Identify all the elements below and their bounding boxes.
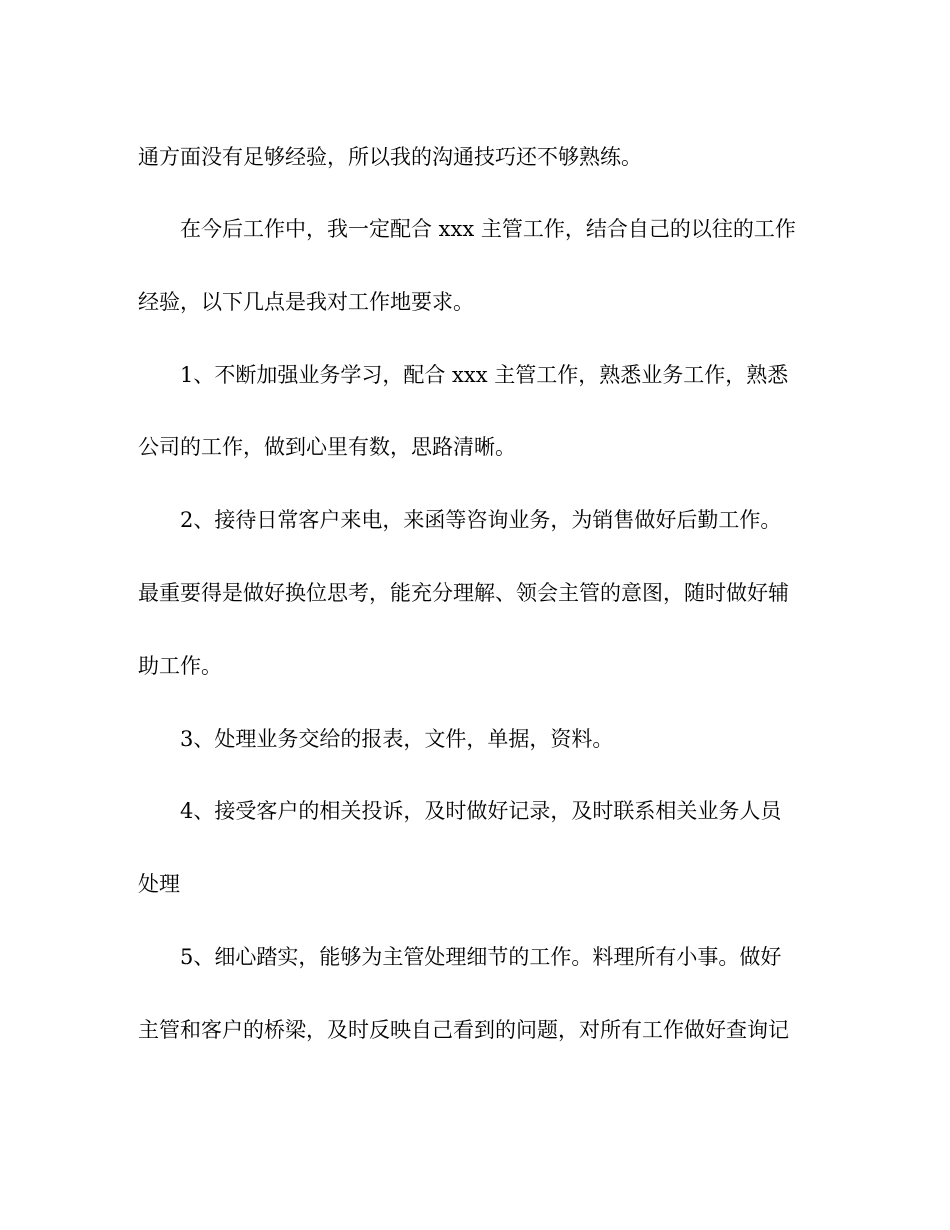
list-item-2: 2、接待日常客户来电，来函等咨询业务，为销售做好后勤工作。 (180, 508, 782, 532)
list-item-4: 4、接受客户的相关投诉，及时做好记录，及时联系相关业务人员 (180, 799, 782, 823)
text-line: 通方面没有足够经验，所以我的沟通技巧还不够熟练。 (138, 145, 642, 169)
list-item-3: 3、处理业务交给的报表，文件，单据，资料。 (180, 727, 614, 751)
text-line: 助工作。 (138, 654, 222, 678)
text-line: 主管和客户的桥梁，及时反映自己看到的问题，对所有工作做好查询记 (138, 1018, 789, 1042)
text-line: 最重要得是做好换位思考，能充分理解、领会主管的意图，随时做好辅 (138, 581, 789, 605)
list-item-5: 5、细心踏实，能够为主管处理细节的工作。料理所有小事。做好 (180, 945, 782, 969)
text-line: 处理 (138, 872, 180, 896)
text-line: 经验，以下几点是我对工作地要求。 (138, 290, 474, 314)
list-item-1: 1、不断加强业务学习，配合 xxx 主管工作，熟悉业务工作，熟悉 (180, 363, 789, 387)
text-line: 公司的工作，做到心里有数，思路清晰。 (138, 435, 516, 459)
paragraph-first-line: 在今后工作中，我一定配合 xxx 主管工作，结合自己的以往的工作 (180, 217, 796, 241)
